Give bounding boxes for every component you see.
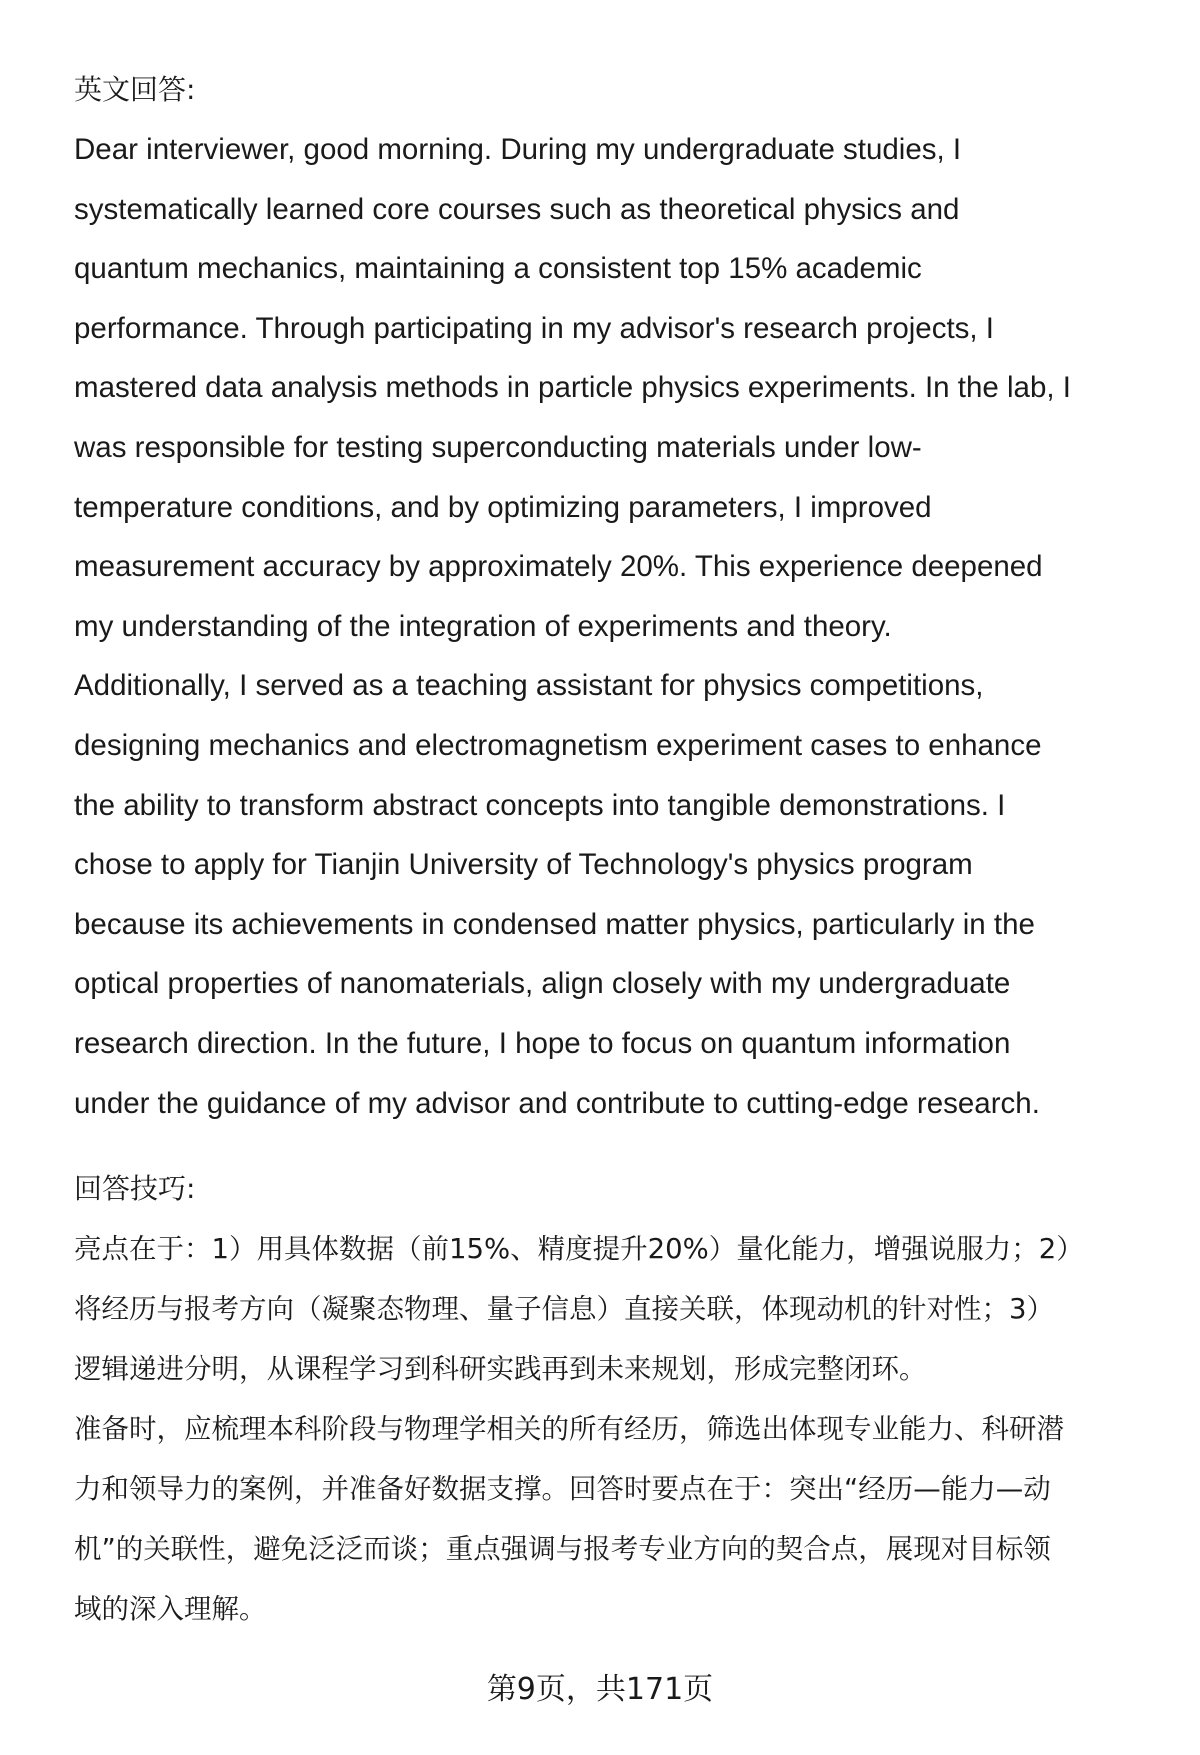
document-content xyxy=(74,60,1154,1639)
english-answer-line: chose to apply for Tianjin University of Technology's physics program xyxy=(74,848,973,882)
english-answer-line: Additionally, I served as a teaching assistant for physics competitions, xyxy=(74,669,984,703)
english-answer-line: research direction. In the future, I hope to focus on quantum information xyxy=(74,1026,1011,1060)
tips-line: 力和领导力的案例，并准备好数据支撑。回答时要点在于：突出“经历—能力—动 xyxy=(74,1473,1051,1506)
english-answer-line: mastered data analysis methods in particle physics experiments. In the lab, I xyxy=(74,371,1071,405)
english-answer-line: designing mechanics and electromagnetism experiment cases to enhance xyxy=(74,728,1042,762)
english-answer-line: the ability to transform abstract concepts into tangible demonstrations. I xyxy=(74,788,1006,822)
tips-highlights-paragraph xyxy=(74,1219,1154,1399)
english-answer-line: was responsible for testing superconducting materials under low- xyxy=(74,430,922,464)
tips-preparation-paragraph xyxy=(74,1399,1154,1639)
english-answer-line: systematically learned core courses such as theoretical physics and xyxy=(74,192,960,226)
tips-line: 将经历与报考方向（凝聚态物理、量子信息）直接关联，体现动机的针对性；3） xyxy=(74,1293,1054,1326)
english-answer-line: measurement accuracy by approximately 20%. This experience deepened xyxy=(74,550,1043,584)
english-answer-line: Dear interviewer, good morning. During my undergraduate studies, I xyxy=(74,133,962,166)
english-answer-text xyxy=(74,120,1154,1133)
tips-line: 机”的关联性，避免泛泛而谈；重点强调与报考专业方向的契合点，展现对目标领 xyxy=(74,1533,1051,1566)
english-answer-line: because its achievements in condensed matter physics, particularly in the xyxy=(74,907,1035,941)
english-answer-line: under the guidance of my advisor and contribute to cutting-edge research. xyxy=(74,1086,1040,1120)
tips-line: 域的深入理解。 xyxy=(74,1593,267,1626)
english-answer-line: performance. Through participating in my advisor's research projects, I xyxy=(74,311,995,345)
tips-line: 逻辑递进分明，从课程学习到科研实践再到未来规划，形成完整闭环。 xyxy=(74,1353,927,1386)
english-answer-line: optical properties of nanomaterials, align closely with my undergraduate xyxy=(74,967,1011,1001)
english-answer-heading: 英文回答: xyxy=(74,73,196,106)
english-answer-line: quantum mechanics, maintaining a consistent top 15% academic xyxy=(74,252,922,286)
page-number: 第9页，共171页 xyxy=(486,1672,714,1707)
tips-line: 亮点在于：1）用具体数据（前15%、精度提升20%）量化能力，增强说服力；2） xyxy=(74,1233,1084,1266)
english-answer-line: temperature conditions, and by optimizing parameters, I improved xyxy=(74,490,932,524)
tips-heading: 回答技巧: xyxy=(74,1172,196,1206)
tips-line: 准备时，应梳理本科阶段与物理学相关的所有经历，筛选出体现专业能力、科研潜 xyxy=(74,1413,1064,1446)
english-answer-line: my understanding of the integration of experiments and theory. xyxy=(74,609,892,643)
